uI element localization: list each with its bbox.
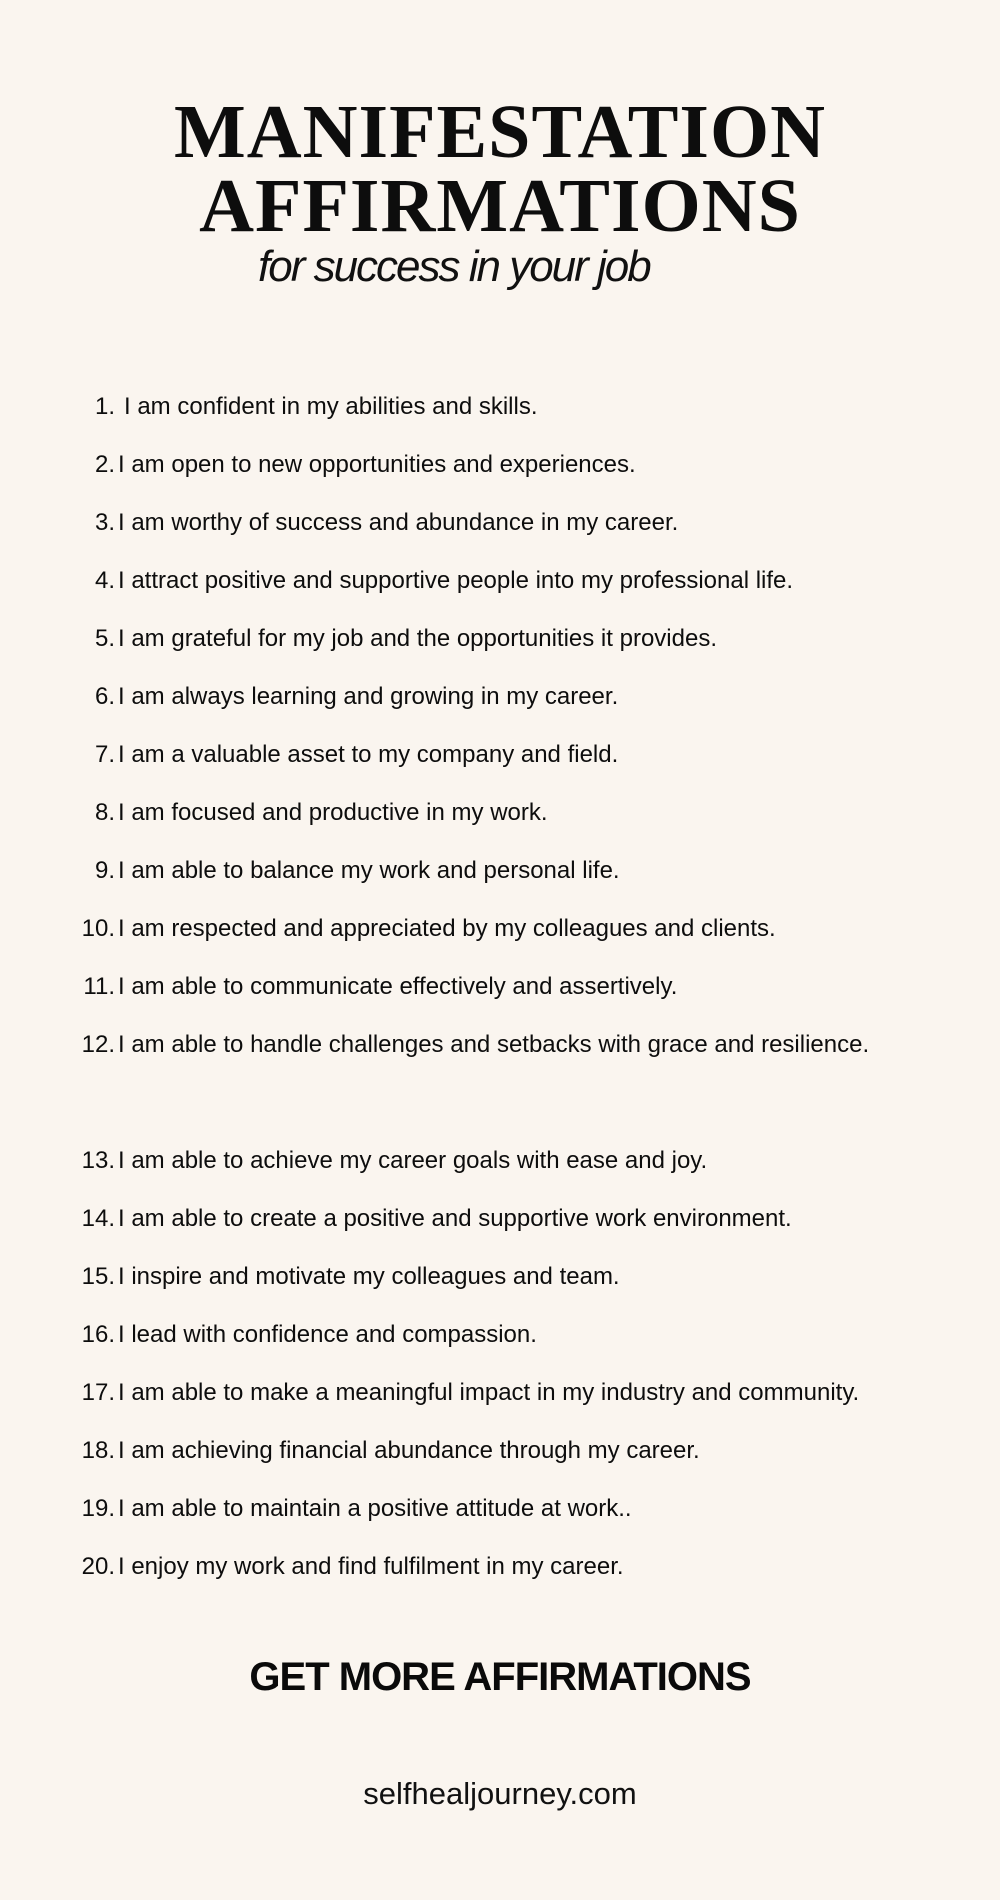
item-number: 15. (81, 1263, 115, 1290)
list-item (0, 614, 1000, 672)
item-text: I am confident in my abilities and skills. (124, 393, 538, 420)
item-text: I am a valuable asset to my company and field. (118, 741, 619, 768)
list-item (0, 556, 1000, 614)
item-number: 8. (94, 799, 115, 826)
item-text: I am able to make a meaningful impact in my industry and community. (118, 1379, 860, 1406)
item-text: I am able to achieve my career goals with ease and joy. (118, 1147, 708, 1174)
item-text: I am able to communicate effectively and assertively. (118, 973, 678, 1000)
item-text: I am worthy of success and abundance in my career. (118, 509, 679, 536)
list-item (0, 1252, 1000, 1310)
list-item (0, 672, 1000, 730)
list-item (0, 1020, 1000, 1136)
list-item (0, 440, 1000, 498)
list-item (0, 382, 1000, 440)
item-text: I am achieving financial abundance through my career. (118, 1437, 700, 1464)
list-item (0, 1542, 1000, 1600)
website-url: selfhealjourney.com (363, 1776, 637, 1811)
item-text: I am able to balance my work and personal life. (118, 857, 620, 884)
item-number: 7. (94, 741, 115, 768)
item-text: I am able to handle challenges and setbacks with grace and resilience. (118, 1031, 870, 1058)
item-number: 9. (94, 857, 115, 884)
item-text: I am grateful for my job and the opportunities it provides. (118, 625, 717, 652)
list-item (0, 1136, 1000, 1194)
title-line-1: MANIFESTATION (173, 90, 827, 174)
list-item (0, 730, 1000, 788)
item-number: 20. (81, 1553, 115, 1580)
list-item (0, 1426, 1000, 1484)
item-text: I am focused and productive in my work. (118, 799, 548, 826)
item-number: 18. (81, 1437, 115, 1464)
item-number: 17. (81, 1379, 115, 1406)
affirmation-list (0, 382, 1000, 1600)
list-item (0, 498, 1000, 556)
item-text: I enjoy my work and find fulfilment in my career. (118, 1553, 624, 1580)
item-number: 13. (81, 1147, 115, 1174)
item-number: 16. (81, 1321, 115, 1348)
item-number: 6. (94, 683, 115, 710)
list-item (0, 904, 1000, 962)
list-item (0, 962, 1000, 1020)
item-text: I inspire and motivate my colleagues and team. (118, 1263, 620, 1290)
item-number: 12. (81, 1031, 115, 1058)
item-text: I am respected and appreciated by my colleagues and clients. (118, 915, 776, 942)
item-number: 10. (81, 915, 115, 942)
item-number: 1. (94, 393, 115, 420)
subtitle: for success in your job (258, 242, 650, 291)
item-number: 4. (94, 567, 115, 594)
list-item (0, 1310, 1000, 1368)
item-number: 19. (81, 1495, 115, 1522)
item-number: 3. (94, 509, 115, 536)
item-number: 14. (81, 1205, 115, 1232)
item-text: I am open to new opportunities and experiences. (118, 451, 636, 478)
item-number: 5. (94, 625, 115, 652)
item-number: 11. (83, 973, 115, 1000)
item-text: I lead with confidence and compassion. (118, 1321, 537, 1348)
title-line-2: AFFIRMATIONS (199, 164, 801, 248)
item-text: I am able to maintain a positive attitude at work.. (118, 1495, 632, 1522)
list-item (0, 846, 1000, 904)
list-item (0, 788, 1000, 846)
item-text: I attract positive and supportive people into my professional life. (118, 567, 794, 594)
item-text: I am always learning and growing in my career. (118, 683, 619, 710)
list-item (0, 1194, 1000, 1252)
item-number: 2. (94, 451, 115, 478)
item-text: I am able to create a positive and supportive work environment. (118, 1205, 792, 1232)
list-item (0, 1484, 1000, 1542)
list-item (0, 1368, 1000, 1426)
get-more-affirmations-heading: GET MORE AFFIRMATIONS (249, 1655, 751, 1699)
